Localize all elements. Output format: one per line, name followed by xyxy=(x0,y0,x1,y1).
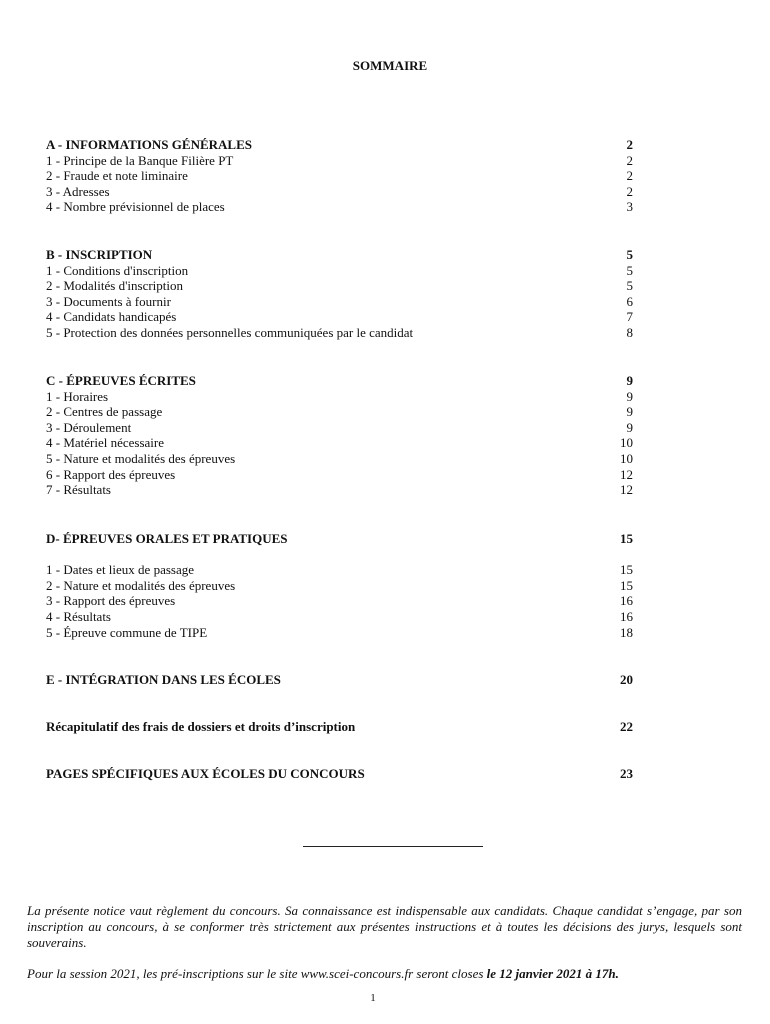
toc-page-number: 10 xyxy=(620,435,633,451)
toc-entry xyxy=(46,325,633,341)
toc-entry-label: 1 - Conditions d'inscription xyxy=(46,262,189,278)
toc-entry xyxy=(46,294,633,310)
toc-page-number: 5 xyxy=(626,278,633,294)
toc-entry-label: 5 - Nature et modalités des épreuves xyxy=(46,450,236,466)
toc-entry-label: 1 - Dates et lieux de passage xyxy=(46,562,195,578)
toc-page-number: 15 xyxy=(620,577,633,593)
toc-entry-label: 4 - Nombre prévisionnel de places xyxy=(46,199,225,215)
toc-heading: E - INTÉGRATION DANS LES ÉCOLES xyxy=(46,672,281,687)
toc-page-number: 7 xyxy=(626,309,633,325)
toc-entry-label: 5 - Épreuve commune de TIPE xyxy=(46,624,208,640)
toc-entry xyxy=(46,451,633,467)
toc-heading-row xyxy=(46,672,633,688)
toc-page-number: 23 xyxy=(620,766,633,781)
toc-entry-label: 3 - Documents à fournir xyxy=(46,293,171,309)
toc-entry-label: 3 - Déroulement xyxy=(46,419,132,435)
toc-page-number: 9 xyxy=(626,419,633,435)
toc-page-number: 2 xyxy=(626,152,633,168)
toc-entry xyxy=(46,263,633,279)
page-number: 1 xyxy=(370,992,376,1004)
toc-page-number: 2 xyxy=(626,183,633,199)
toc-page-number: 9 xyxy=(626,404,633,420)
toc-section-b xyxy=(46,247,633,341)
session-text: Pour la session 2021, les pré-inscriptions sur le site www.scei-concours.fr seront closes xyxy=(27,966,487,981)
toc-section-e xyxy=(46,672,633,688)
toc-section-specific xyxy=(46,766,633,782)
toc-entry-label: 2 - Nature et modalités des épreuves xyxy=(46,577,236,593)
toc-heading-row xyxy=(46,247,633,263)
toc-entry xyxy=(46,609,633,625)
toc-section-c xyxy=(46,373,633,498)
toc-page-number: 8 xyxy=(626,324,633,340)
toc-entry-label: 7 - Résultats xyxy=(46,482,111,498)
toc-heading: D- ÉPREUVES ORALES ET PRATIQUES xyxy=(46,531,288,546)
toc-page-number: 18 xyxy=(620,624,633,640)
toc-entry-label: 1 - Horaires xyxy=(46,388,109,404)
toc-entry-label: 3 - Rapport des épreuves xyxy=(46,593,176,609)
toc-entry xyxy=(46,184,633,200)
toc-heading: A - INFORMATIONS GÉNÉRALES xyxy=(46,137,252,152)
toc-heading-row xyxy=(46,719,633,735)
toc-entry-label: 1 - Principe de la Banque Filière PT xyxy=(46,152,234,168)
toc-heading: PAGES SPÉCIFIQUES AUX ÉCOLES DU CONCOURS xyxy=(46,766,365,781)
toc-page-number: 20 xyxy=(620,672,633,687)
toc-page-number: 5 xyxy=(626,247,633,262)
toc-entry xyxy=(46,420,633,436)
session-deadline: le 12 janvier 2021 à 17h. xyxy=(486,966,619,981)
toc-section-a xyxy=(46,137,633,215)
toc-page-number: 10 xyxy=(620,450,633,466)
toc-entry-label: 4 - Candidats handicapés xyxy=(46,309,177,325)
toc-entry xyxy=(46,153,633,169)
toc-entry xyxy=(46,435,633,451)
toc-entry xyxy=(46,482,633,498)
toc-entry xyxy=(46,389,633,405)
toc-heading: C - ÉPREUVES ÉCRITES xyxy=(46,373,196,388)
toc-page-number: 5 xyxy=(626,262,633,278)
toc-page-number: 2 xyxy=(626,137,633,152)
toc-entry-label: 2 - Fraude et note liminaire xyxy=(46,168,188,184)
toc-entry-label: 4 - Matériel nécessaire xyxy=(46,435,165,451)
toc-page-number: 16 xyxy=(620,593,633,609)
toc-entry xyxy=(46,309,633,325)
toc-entry-label: 2 - Modalités d'inscription xyxy=(46,278,184,294)
toc-page-number: 15 xyxy=(620,562,633,578)
toc-page-number: 9 xyxy=(626,373,633,388)
toc-page-number: 22 xyxy=(620,719,633,734)
toc-section-d xyxy=(46,531,633,640)
toc-entry-label: 2 - Centres de passage xyxy=(46,404,163,420)
toc-entry xyxy=(46,562,633,578)
toc-entry xyxy=(46,168,633,184)
toc-heading: Récapitulatif des frais de dossiers et droits d’inscription xyxy=(46,719,356,734)
toc-entry xyxy=(46,404,633,420)
toc-entry xyxy=(46,593,633,609)
notice-paragraph: La présente notice vaut règlement du concours. Sa connaissance est indispensable aux candidats. Chaque candidat s’engage, par son inscription au concours, à se conformer très strictement aux présentes instructions et à toutes les décisions des jurys, lesquels sont souverains. xyxy=(27,903,742,950)
toc-page-number: 16 xyxy=(620,608,633,624)
toc-heading-row xyxy=(46,373,633,389)
toc-heading-row xyxy=(46,766,633,782)
toc-page-number: 2 xyxy=(626,168,633,184)
toc-section-recap xyxy=(46,719,633,735)
toc-heading-row xyxy=(46,531,633,547)
session-paragraph xyxy=(27,966,742,982)
toc-entry-label: 6 - Rapport des épreuves xyxy=(46,466,176,482)
toc-entry-label: 3 - Adresses xyxy=(46,183,110,199)
page-title: SOMMAIRE xyxy=(352,58,428,73)
toc-entry xyxy=(46,199,633,215)
toc-page-number: 12 xyxy=(620,466,633,482)
toc-entry-label: 4 - Résultats xyxy=(46,608,111,624)
toc-page-number: 12 xyxy=(620,482,633,498)
toc-spacer xyxy=(46,547,633,563)
toc-page-number: 6 xyxy=(626,293,633,309)
toc-heading-row xyxy=(46,137,633,153)
toc-entry xyxy=(46,578,633,594)
toc-entry xyxy=(46,467,633,483)
toc-heading: B - INSCRIPTION xyxy=(46,247,153,262)
toc-page-number: 15 xyxy=(620,531,633,546)
separator-rule xyxy=(303,846,483,847)
toc-entry xyxy=(46,278,633,294)
toc-page-number: 9 xyxy=(626,388,633,404)
toc-page-number: 3 xyxy=(626,199,633,215)
toc-entry-label: 5 - Protection des données personnelles communiquées par le candidat xyxy=(46,324,414,340)
toc-entry xyxy=(46,625,633,641)
